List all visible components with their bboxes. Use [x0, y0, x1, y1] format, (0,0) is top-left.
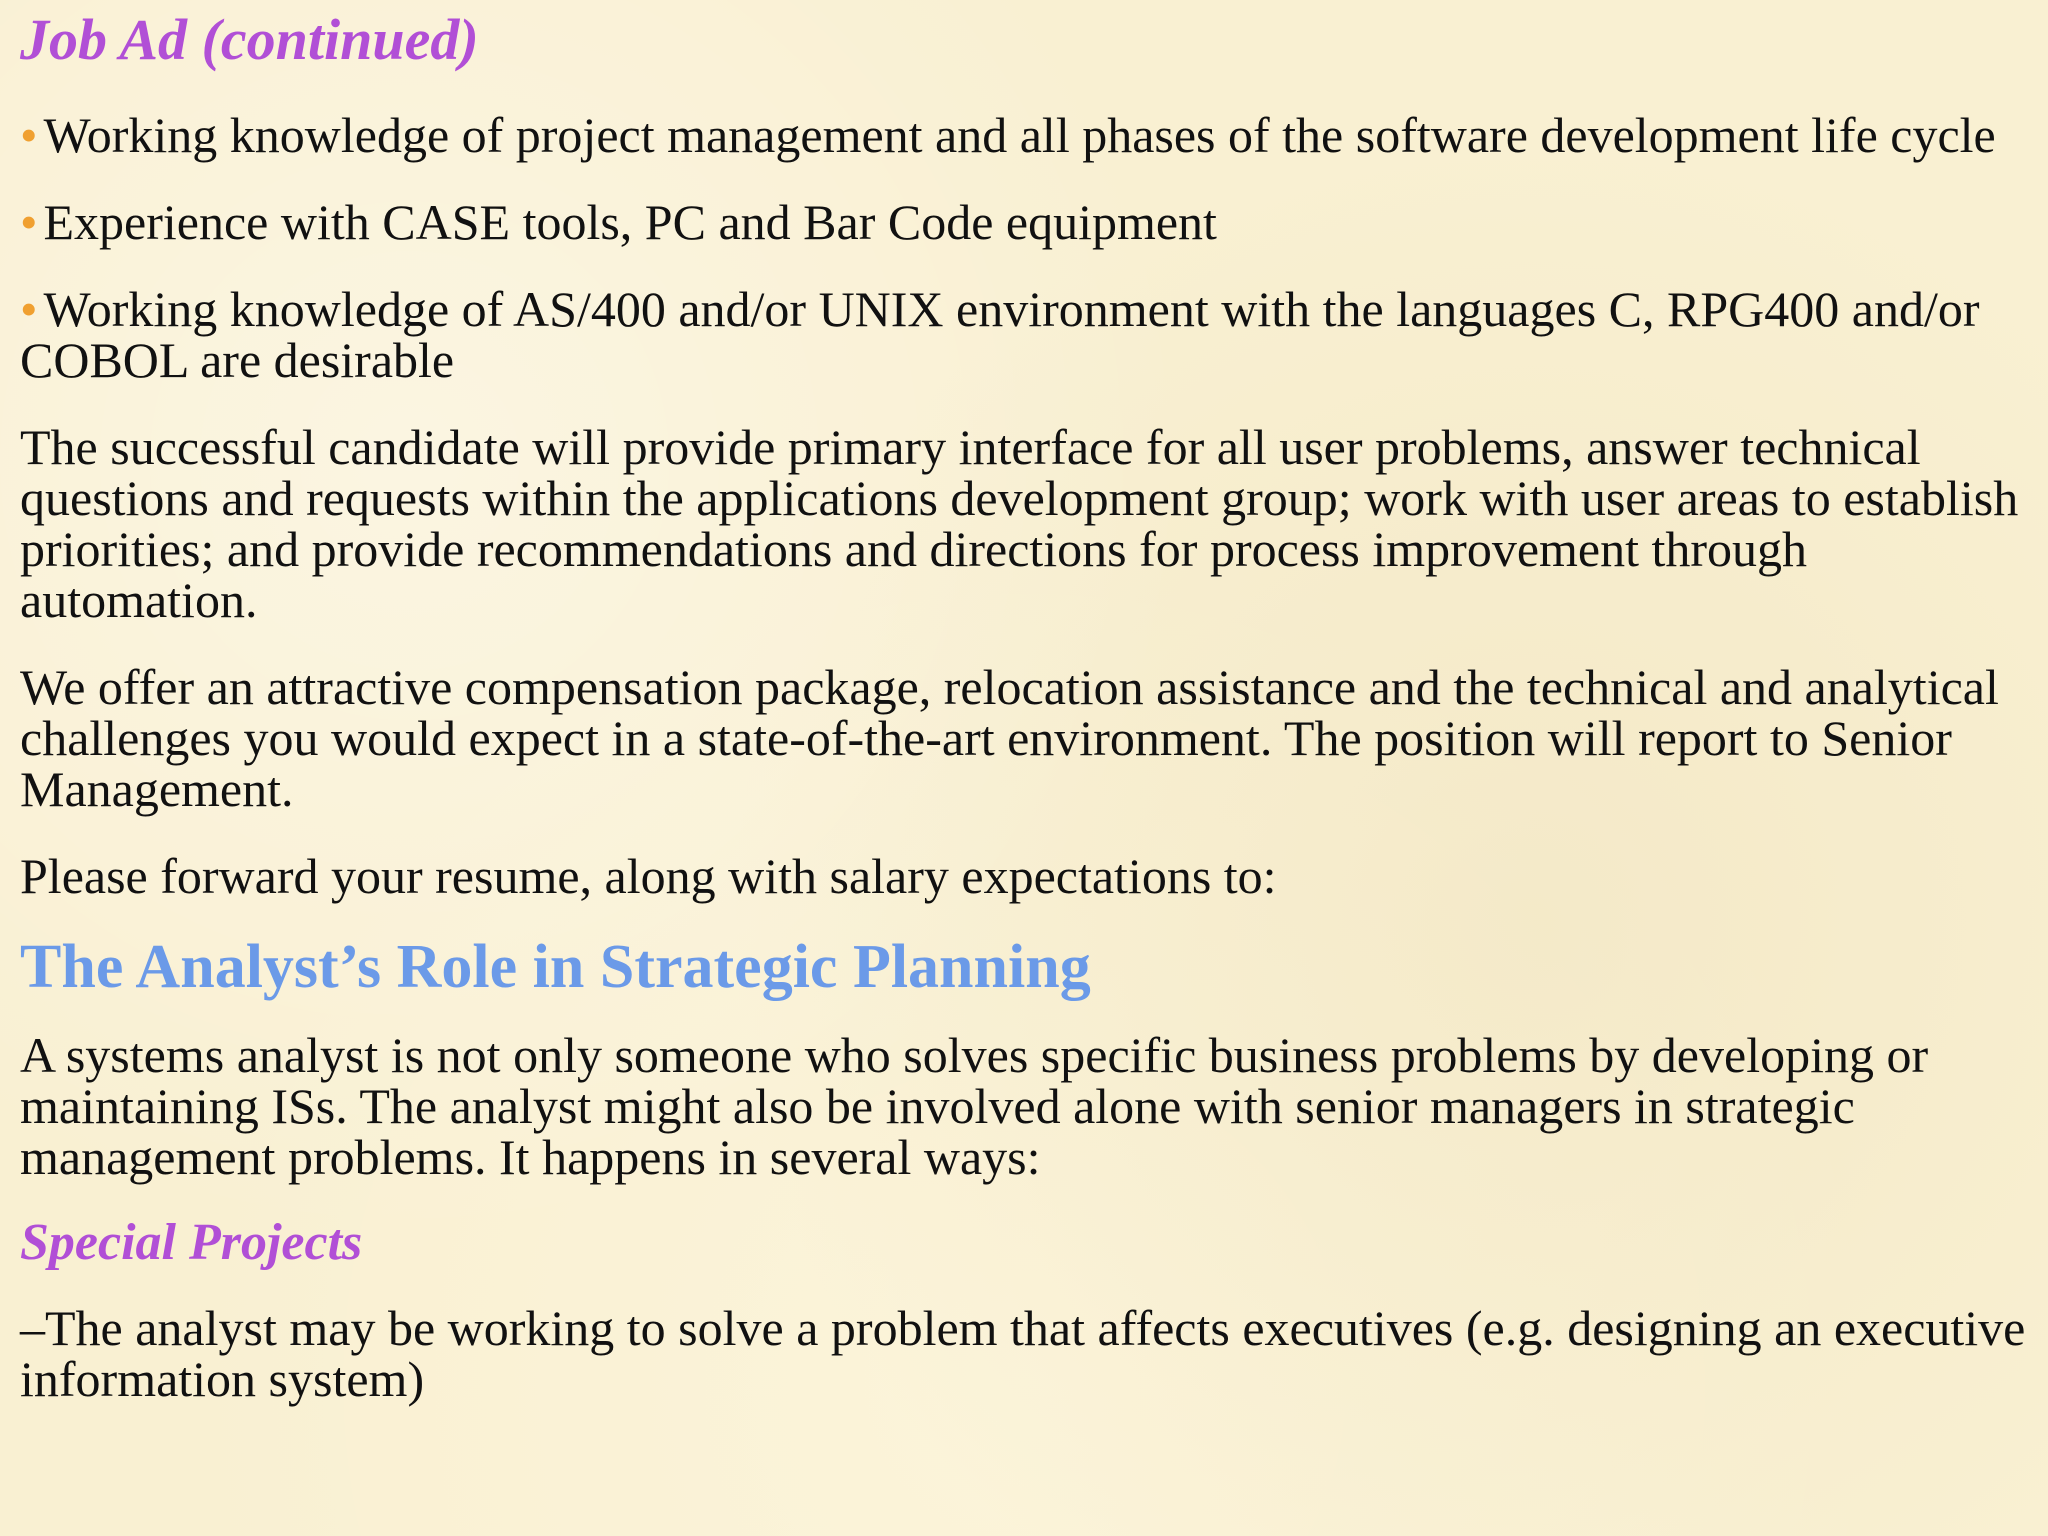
bullet-item — [20, 107, 2030, 163]
strategic-planning-title: The Analyst’s Role in Strategic Planning — [20, 933, 1091, 1001]
bullet-item — [20, 281, 2030, 388]
candidate-paragraph: The successful candidate will provide primary interface for all user problems, answer technical questions and requests within the applications development group; work with user areas to establish priorities; and provide recommendations and directions for process improvement through automation. — [20, 419, 2019, 628]
bullet-text: Working knowledge of AS/400 and/or UNIX environment with the languages C, RPG400 and/or COBOL are desirable — [20, 281, 1980, 388]
special-projects-detail: –The analyst may be working to solve a problem that affects executives (e.g. designing an executive information system) — [20, 1300, 2026, 1407]
strategic-intro-paragraph: A systems analyst is not only someone who solves specific business problems by developing or maintaining ISs. The analyst might also be involved alone with senior managers in strategic management problems. It happens in several ways: — [20, 1027, 1929, 1185]
special-projects-heading: Special Projects — [20, 1214, 363, 1271]
bullet-item — [20, 194, 2030, 250]
bullet-icon: • — [20, 194, 38, 250]
bullet-text: Experience with CASE tools, PC and Bar Code equipment — [43, 194, 1217, 250]
bullet-icon: • — [20, 107, 38, 163]
offer-paragraph: We offer an attractive compensation package, relocation assistance and the technical and analytical challenges you would expect in a state-of-the-art environment. The position will report to Senior Management. — [20, 659, 1999, 817]
forward-paragraph: Please forward your resume, along with salary expectations to: — [20, 848, 1277, 904]
bullet-text: Working knowledge of project management and all phases of the software development life cycle — [43, 107, 1996, 163]
job-ad-title: Job Ad (continued) — [20, 7, 479, 72]
bullet-icon: • — [20, 281, 38, 337]
slide — [20, 0, 2030, 1405]
